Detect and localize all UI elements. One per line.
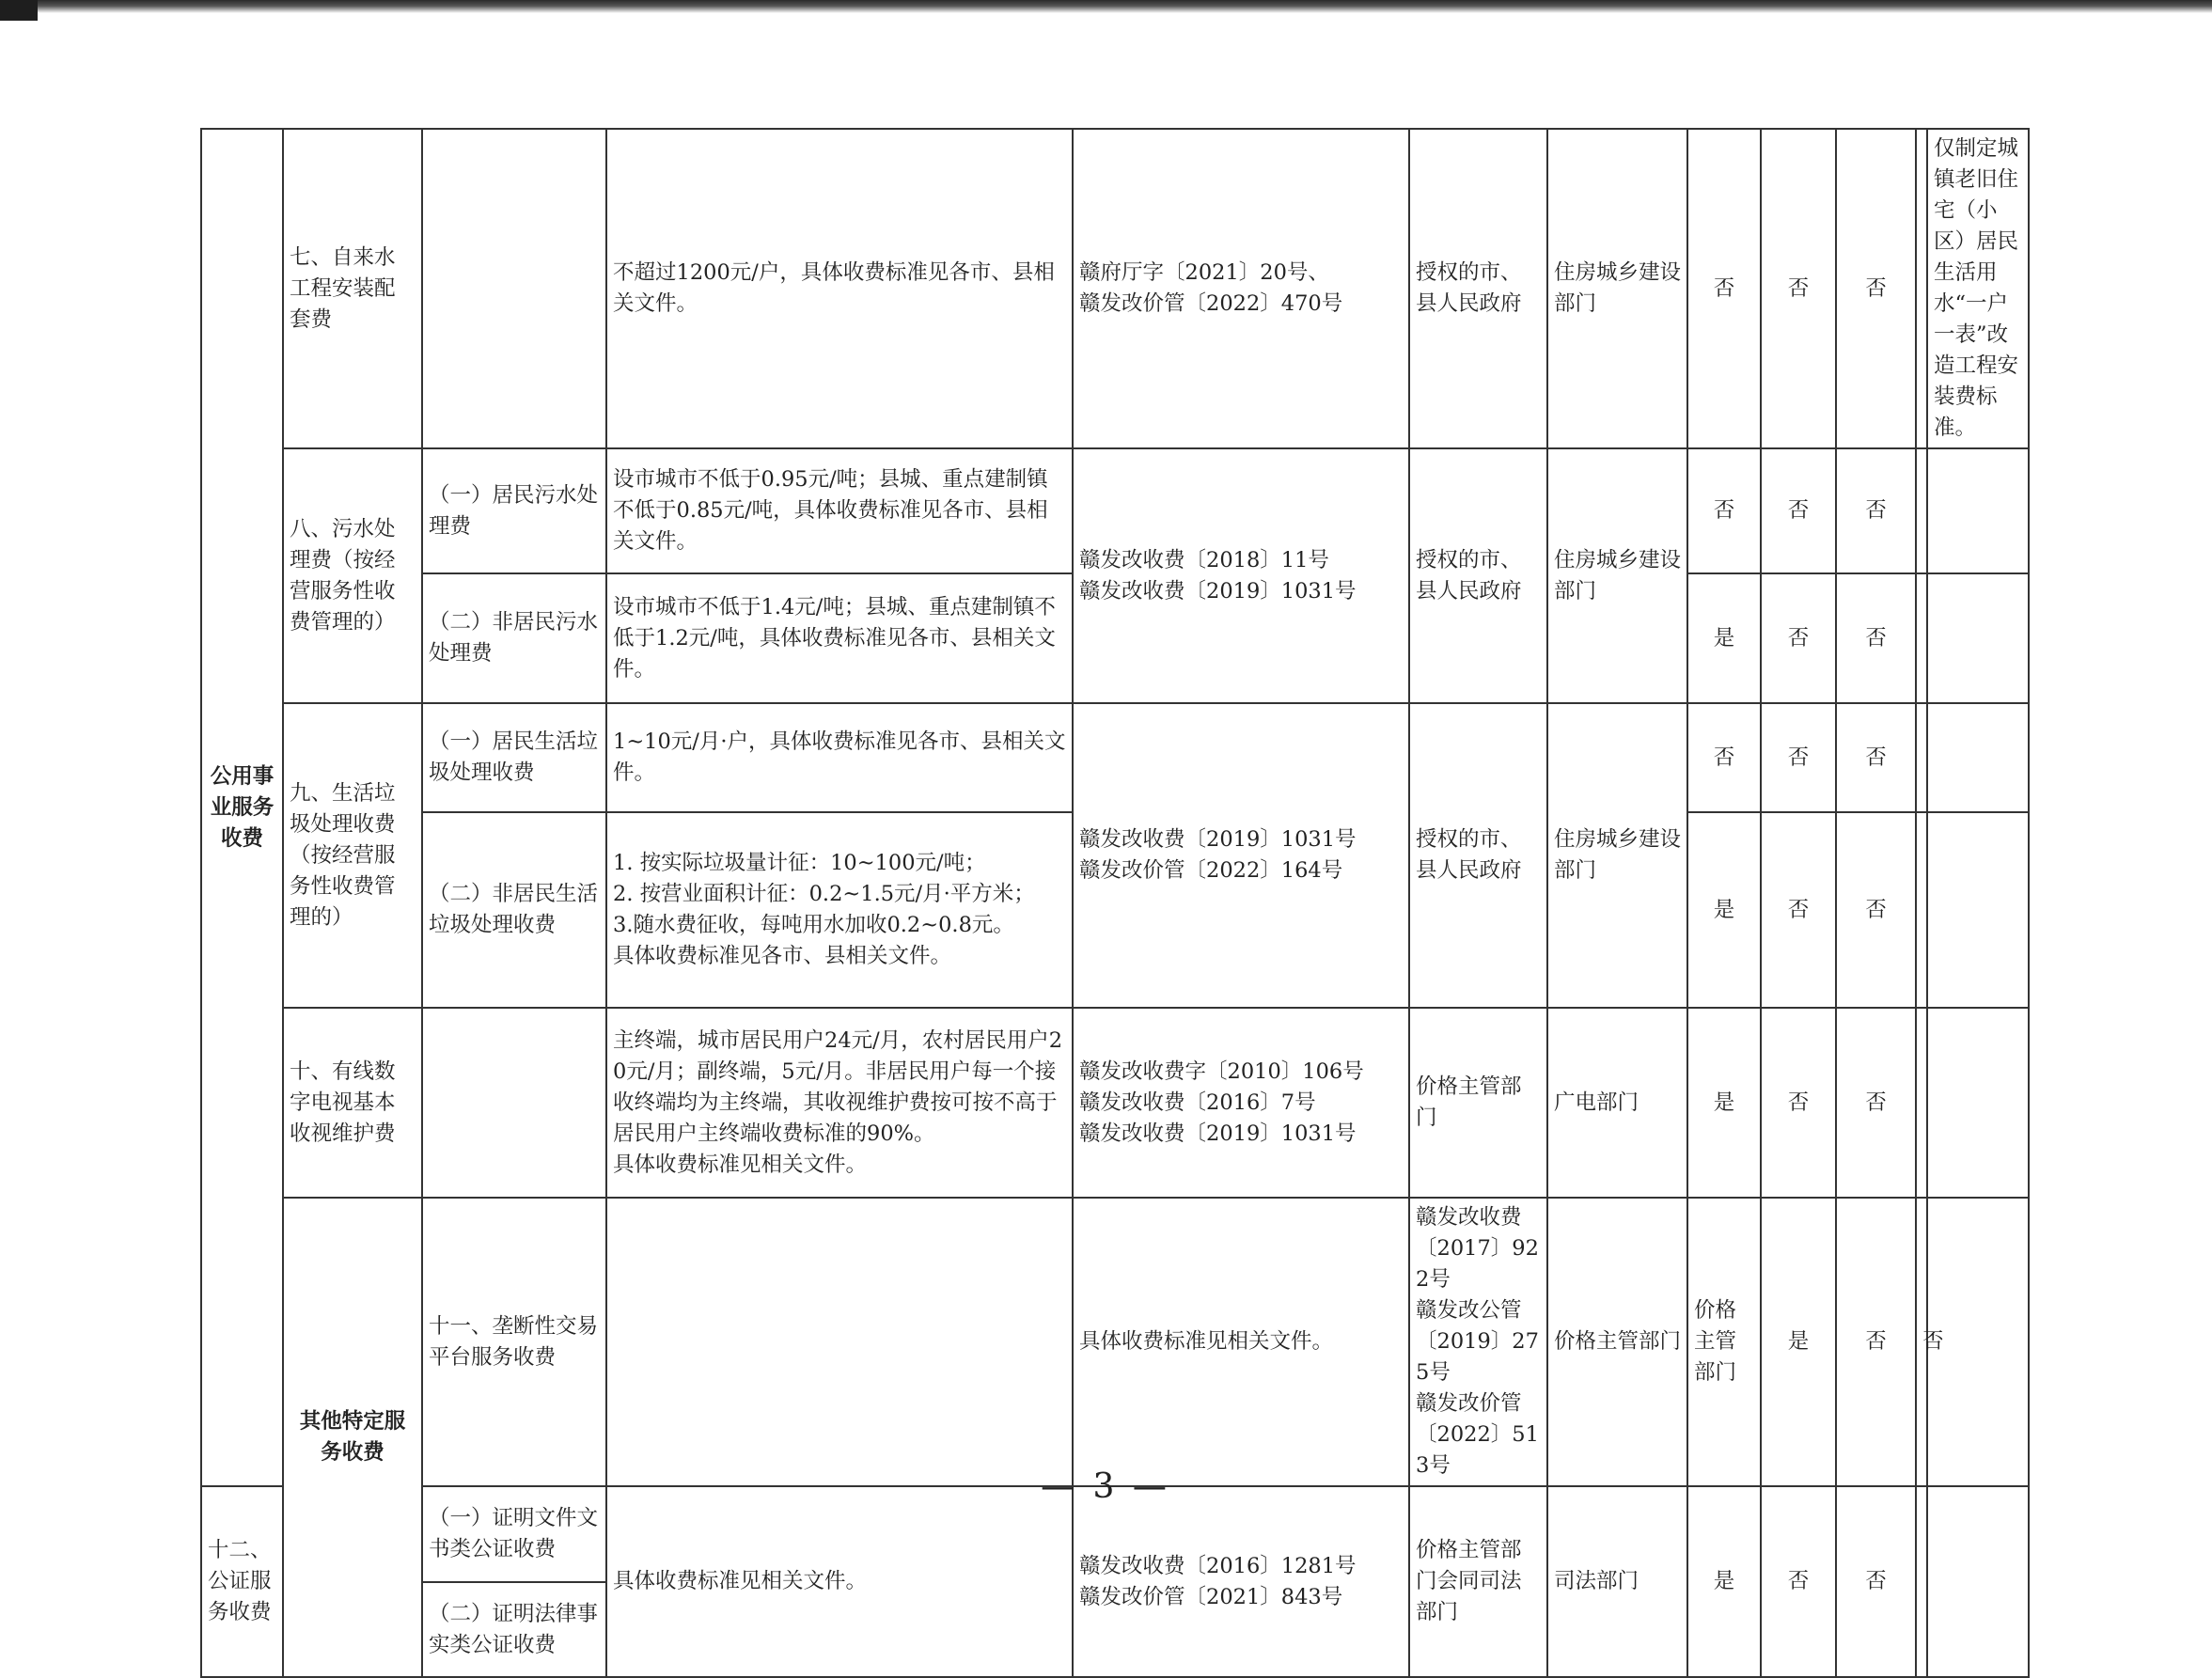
flag-1: 否 bbox=[1687, 448, 1761, 573]
approving-authority: 授权的市、县人民政府 bbox=[1409, 129, 1547, 448]
table-row-7 bbox=[201, 129, 2029, 448]
spacer-cell bbox=[1916, 1008, 1927, 1198]
competent-department: 广电部门 bbox=[1547, 1008, 1687, 1198]
flag-2: 否 bbox=[1761, 1008, 1836, 1198]
competent-department: 住房城乡建设部门 bbox=[1547, 448, 1687, 703]
remark-note: 仅制定城镇老旧住宅（小区）居民生活用水“一户一表”改造工程安装费标准。 bbox=[1927, 129, 2029, 448]
flag-2: 否 bbox=[1761, 448, 1836, 573]
sub-item-name: （一）居民生活垃圾处理收费 bbox=[422, 703, 606, 812]
scan-edge-corner bbox=[0, 0, 38, 21]
flag-1: 是 bbox=[1687, 1008, 1761, 1198]
fee-standard: 1~10元/月·户，具体收费标准见各市、县相关文件。 bbox=[606, 703, 1073, 812]
remark-empty bbox=[1927, 703, 2029, 812]
sub-item-empty bbox=[606, 1198, 1073, 1486]
competent-department: 价格主管部门 bbox=[1687, 1198, 1761, 1486]
policy-basis: 赣府厅字〔2021〕20号、 赣发改价管〔2022〕470号 bbox=[1073, 129, 1409, 448]
flag-2: 否 bbox=[1761, 573, 1836, 703]
category-other-service: 其他特定服务收费 bbox=[283, 1198, 422, 1677]
competent-department: 住房城乡建设部门 bbox=[1547, 129, 1687, 448]
fee-standard: 主终端，城市居民用户24元/月，农村居民用户20元/月；副终端，5元/月。非居民用户每一个接收终端均为主终端，其收视维护费按可按不高于居民用户主终端收费标准的90%。 具体收费标准见相关文件。 bbox=[606, 1008, 1073, 1198]
item-name: 十、有线数字电视基本收视维护费 bbox=[283, 1008, 422, 1198]
flag-1: 是 bbox=[1687, 812, 1761, 1008]
competent-department: 司法部门 bbox=[1547, 1486, 1687, 1677]
flag-2: 否 bbox=[1836, 1198, 1916, 1486]
fee-standard: 具体收费标准见相关文件。 bbox=[606, 1486, 1073, 1677]
spacer-cell bbox=[1916, 129, 1927, 448]
flag-1: 是 bbox=[1687, 1486, 1761, 1677]
item-name: 八、污水处理费（按经营服务性收费管理的） bbox=[283, 448, 422, 703]
remark-empty bbox=[1927, 812, 2029, 1008]
policy-basis: 赣发改收费〔2017〕922号 赣发改公管〔2019〕275号 赣发改价管〔2022〕513号 bbox=[1409, 1198, 1547, 1486]
spacer-cell bbox=[1916, 703, 1927, 812]
competent-department: 住房城乡建设部门 bbox=[1547, 703, 1687, 1008]
approving-authority: 价格主管部门会同司法部门 bbox=[1409, 1486, 1547, 1677]
item-name: 十一、垄断性交易平台服务收费 bbox=[422, 1198, 606, 1486]
flag-3: 否 bbox=[1836, 448, 1916, 573]
policy-basis: 赣发改收费字〔2010〕106号 赣发改收费〔2016〕7号 赣发改收费〔2019〕1031号 bbox=[1073, 1008, 1409, 1198]
sub-item-empty bbox=[422, 1008, 606, 1198]
sub-item-name: （二）非居民生活垃圾处理收费 bbox=[422, 812, 606, 1008]
table-row-10 bbox=[201, 1008, 2029, 1198]
flag-1: 否 bbox=[1687, 129, 1761, 448]
item-name: 十二、公证服务收费 bbox=[201, 1486, 283, 1677]
sub-item-name: （一）证明文件文书类公证收费 bbox=[422, 1486, 606, 1582]
approving-authority: 价格主管部门 bbox=[1547, 1198, 1687, 1486]
fee-standard: 具体收费标准见相关文件。 bbox=[1073, 1198, 1409, 1486]
flag-2: 否 bbox=[1761, 1486, 1836, 1677]
approving-authority: 价格主管部门 bbox=[1409, 1008, 1547, 1198]
spacer-cell bbox=[1916, 812, 1927, 1008]
scan-edge-top bbox=[0, 0, 2212, 13]
flag-2: 否 bbox=[1761, 703, 1836, 812]
flag-3: 否 bbox=[1836, 129, 1916, 448]
spacer-cell bbox=[1916, 448, 1927, 573]
table-row-9a bbox=[201, 703, 2029, 812]
policy-basis: 赣发改收费〔2016〕1281号 赣发改价管〔2021〕843号 bbox=[1073, 1486, 1409, 1677]
fee-standard: 设市城市不低于0.95元/吨；县城、重点建制镇不低于0.85元/吨，具体收费标准见各市、县相关文件。 bbox=[606, 448, 1073, 573]
fee-standard: 不超过1200元/户，具体收费标准见各市、县相关文件。 bbox=[606, 129, 1073, 448]
fee-standard: 设市城市不低于1.4元/吨；县城、重点建制镇不低于1.2元/吨，具体收费标准见各市、县相关文件。 bbox=[606, 573, 1073, 703]
policy-basis: 赣发改收费〔2019〕1031号 赣发改价管〔2022〕164号 bbox=[1073, 703, 1409, 1008]
category-public-service: 公用事业服务收费 bbox=[201, 129, 283, 1486]
remark-empty bbox=[1927, 1486, 2029, 1677]
policy-basis: 赣发改收费〔2018〕11号 赣发改收费〔2019〕1031号 bbox=[1073, 448, 1409, 703]
page-number: — 3 — bbox=[1041, 1467, 1170, 1506]
sub-item-name: （二）非居民污水处理费 bbox=[422, 573, 606, 703]
flag-3: 否 bbox=[1836, 1008, 1916, 1198]
flag-1: 是 bbox=[1687, 573, 1761, 703]
flag-2: 否 bbox=[1761, 129, 1836, 448]
sub-item-name: （一）居民污水处理费 bbox=[422, 448, 606, 573]
spacer-cell bbox=[1916, 1486, 1927, 1677]
remark-empty bbox=[1927, 1008, 2029, 1198]
flag-3: 否 bbox=[1836, 812, 1916, 1008]
table-row-8a bbox=[201, 448, 2029, 573]
sub-item-name: （二）证明法律事实类公证收费 bbox=[422, 1582, 606, 1677]
flag-1: 否 bbox=[1687, 703, 1761, 812]
fee-standard: 1. 按实际垃圾量计征：10~100元/吨； 2. 按营业面积计征：0.2~1.5元/月·平方米； 3.随水费征收，每吨用水加收0.2~0.8元。 具体收费标准见各市、县相关文件。 bbox=[606, 812, 1073, 1008]
approving-authority: 授权的市、县人民政府 bbox=[1409, 703, 1547, 1008]
item-name: 九、生活垃圾处理收费（按经营服务性收费管理的） bbox=[283, 703, 422, 1008]
flag-1: 是 bbox=[1761, 1198, 1836, 1486]
sub-item-empty bbox=[422, 129, 606, 448]
remark-empty bbox=[1927, 448, 2029, 573]
remark-empty bbox=[1927, 573, 2029, 703]
table-row-11 bbox=[201, 1198, 2029, 1486]
approving-authority: 授权的市、县人民政府 bbox=[1409, 448, 1547, 703]
flag-3: 否 bbox=[1916, 1198, 1927, 1486]
fee-table bbox=[200, 128, 2030, 1678]
flag-3: 否 bbox=[1836, 573, 1916, 703]
spacer-cell bbox=[1916, 573, 1927, 703]
flag-3: 否 bbox=[1836, 1486, 1916, 1677]
flag-3: 否 bbox=[1836, 703, 1916, 812]
flag-2: 否 bbox=[1761, 812, 1836, 1008]
item-name: 七、自来水工程安装配套费 bbox=[283, 129, 422, 448]
